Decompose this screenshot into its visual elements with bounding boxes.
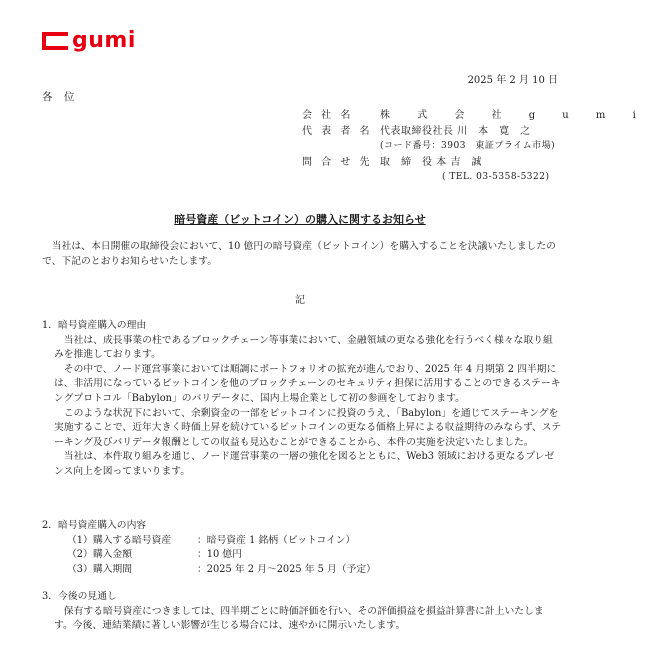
section-outlook — [42, 590, 562, 634]
ki-marker: 記 — [295, 295, 305, 306]
company-label: 会 社 名 — [302, 110, 354, 121]
detail-value: ：2025 年 2 月～2025 年 5 月（予定） — [197, 563, 376, 575]
section-reason-paragraph: 当社は、本件取り組みを通じ、ノード運営事業の一層の強化を図るとともに、Web3 領域における更なるプレゼンス向上を図ってまいります。 — [54, 451, 555, 477]
release-date: 2025 年 2 月 10 日 — [467, 75, 558, 86]
contact-tel: ( TEL. 03-5358-5322) — [442, 172, 550, 182]
document-title: 暗号資産（ビットコイン）の購入に関するお知らせ — [174, 213, 426, 226]
detail-row — [42, 548, 562, 563]
contact-label: 問 合 せ 先 — [302, 156, 373, 168]
company-value: 株 式 会 社 g u m i — [380, 110, 648, 121]
section-details — [42, 519, 562, 577]
rep-label: 代 表 者 名 — [302, 125, 373, 137]
issuer-tel-row — [302, 170, 648, 186]
contact-value: 取 締 役 本 吉 誠 — [380, 156, 482, 168]
rep-value: 代表取締役社長 川 本 寛 之 — [380, 125, 531, 137]
issuer-company-row — [302, 108, 648, 124]
detail-value: ：暗号資産 1 銘柄（ビットコイン） — [197, 534, 356, 546]
section-reason-paragraph: 当社は、成長事業の柱であるブロックチェーン等事業において、金融領域の更なる強化を行うべく様々な取り組みを推進しております。 — [54, 334, 553, 361]
intro-paragraph: 当社は、本日開催の取締役会において、10 億円の暗号資産（ビットコイン）を購入することを決議いたしましたので、下記のとおりお知らせいたします。 — [42, 241, 556, 267]
detail-row — [42, 534, 562, 549]
detail-row — [42, 563, 562, 578]
detail-label: （3）購入期間 — [67, 563, 133, 575]
stock-code-note: (コード番号：3903 東証プライム市場) — [380, 141, 556, 151]
section-outlook-paragraph: 保有する暗号資産につきましては、四半期ごとに時価評価を行い、その評価損益を損益計算書に計上いたします。今後、連結業績に著しい影響が生じる場合には、速やかに開示いたします。 — [54, 605, 544, 632]
section-reason-paragraph: その中で、ノード運営事業においては順調にポートフォリオの拡充が進んでおり、2025 年 4 月期第 2 四半期には、非活用になっているビットコインを他のブロックチェーンのセキュリティ担保に活用することのできるステーキングプロトコル「Babylon」のバリデータに、国内上場企業として初の参画をしております。 — [54, 363, 561, 404]
logo-mark-icon — [42, 32, 68, 50]
section-reason-heading: 1．暗号資産購入の理由 — [42, 320, 147, 331]
detail-label: （1）購入する暗号資産 — [67, 534, 172, 546]
section-details-heading: 2．暗号資産購入の内容 — [42, 520, 147, 531]
addressee: 各 位 — [42, 91, 79, 103]
issuer-block — [302, 108, 648, 186]
section-reason — [42, 319, 562, 480]
detail-label: （2）購入金額 — [67, 549, 133, 561]
detail-value: ：10 億円 — [197, 549, 242, 561]
section-reason-paragraph: このような状況下において、余剰資金の一部をビットコインに投資のうえ、「Babylon」を通じてステーキングを実施することで、近年大きく時価上昇を続けているビットコインの更なる価格上昇による収益期待のみならず、ステーキング及びバリデータ報酬としての収益も見込むことができることから、本件の実施を決定いたしました。 — [54, 407, 562, 448]
issuer-rep-row — [302, 124, 648, 140]
issuer-contact-row — [302, 155, 648, 171]
section-outlook-heading: 3．今後の見通し — [42, 591, 117, 602]
logo-text: gumi — [72, 28, 136, 53]
issuer-code-row — [302, 139, 648, 155]
gumi-logo — [42, 30, 136, 52]
